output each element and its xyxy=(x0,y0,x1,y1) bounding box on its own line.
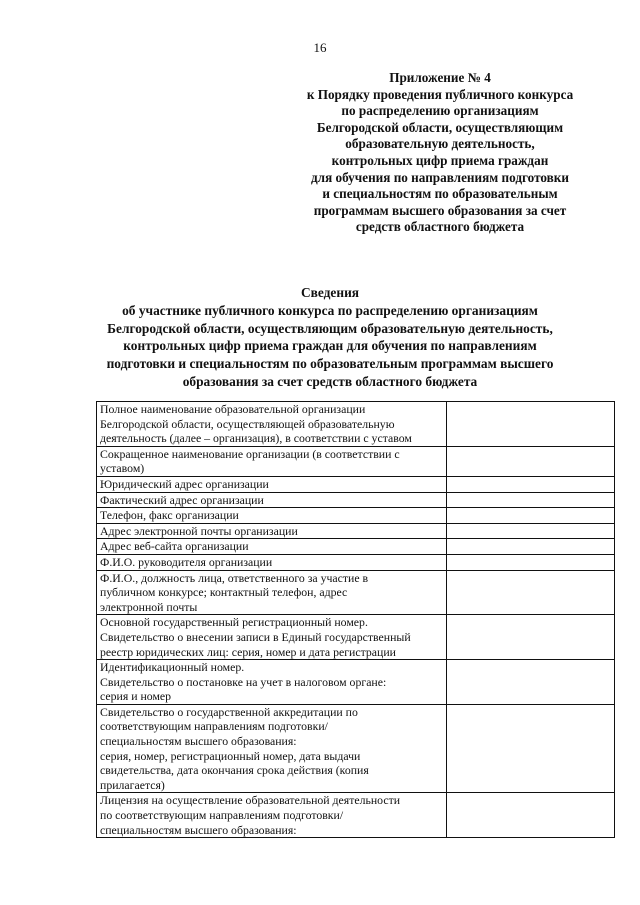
heading-line: контрольных цифр приема граждан для обучения по направлениям xyxy=(123,338,537,354)
field-value-cell xyxy=(447,539,615,555)
appendix-line: образовательную деятельность, xyxy=(345,136,535,152)
field-label-cell xyxy=(97,793,447,838)
heading-line: образования за счет средств областного бюджета xyxy=(182,373,478,389)
field-label-line: Свидетельство о внесении записи в Единый государственный xyxy=(100,629,411,644)
heading-line: об участнике публичного конкурса по распределению организациям xyxy=(122,302,538,318)
field-value-cell xyxy=(447,570,615,615)
appendix-header xyxy=(270,70,610,236)
field-label-line: Лицензия на осуществление образовательной деятельности xyxy=(100,793,401,808)
appendix-line: программам высшего образования за счет xyxy=(313,202,567,218)
table-row xyxy=(97,492,615,508)
field-label-line: Белгородской области, осуществляющей образовательную xyxy=(100,416,395,431)
field-label-line: деятельность (далее – организация), в соответствии с уставом xyxy=(100,431,412,446)
field-label-line: Идентификационный номер. xyxy=(100,660,245,675)
field-value-cell xyxy=(447,492,615,508)
field-value-cell xyxy=(447,793,615,838)
field-label-cell xyxy=(97,508,447,524)
heading-line: подготовки и специальностям по образовательным программам высшего xyxy=(106,356,554,372)
table-row xyxy=(97,660,615,705)
field-label-line: Адрес веб-сайта организации xyxy=(100,539,249,554)
table-row xyxy=(97,793,615,838)
field-label-line: Адрес электронной почты организации xyxy=(100,523,298,538)
table-row xyxy=(97,476,615,492)
field-label-line: специальностям высшего образования: xyxy=(100,734,297,749)
field-value-cell xyxy=(447,660,615,705)
table-row xyxy=(97,402,615,447)
field-label-line: электронной почты xyxy=(100,599,198,614)
appendix-line: Приложение № 4 xyxy=(389,70,491,85)
table-row xyxy=(97,615,615,660)
field-label-line: Ф.И.О. руководителя организации xyxy=(100,554,273,569)
heading-line: Белгородской области, осуществляющим образовательную деятельность, xyxy=(107,320,553,336)
field-value-cell xyxy=(447,476,615,492)
field-value-cell xyxy=(447,402,615,447)
field-label-cell xyxy=(97,570,447,615)
field-value-cell xyxy=(447,508,615,524)
field-label-line: Основной государственный регистрационный номер. xyxy=(100,615,368,630)
table-row xyxy=(97,523,615,539)
field-label-cell xyxy=(97,539,447,555)
field-label-cell xyxy=(97,446,447,476)
field-label-line: уставом) xyxy=(100,461,145,476)
field-label-cell xyxy=(97,492,447,508)
field-label-line: прилагается) xyxy=(100,777,165,792)
appendix-line: к Порядку проведения публичного конкурса xyxy=(306,86,574,102)
appendix-line: средств областного бюджета xyxy=(355,219,525,235)
document-heading xyxy=(40,284,620,391)
page-number: 16 xyxy=(313,40,327,55)
appendix-line: Белгородской области, осуществляющим xyxy=(316,119,564,135)
appendix-line: по распределению организациям xyxy=(341,103,539,119)
field-label-line: публичном конкурсе; контактный телефон, адрес xyxy=(100,585,348,600)
appendix-line: для обучения по направлениям подготовки xyxy=(311,169,569,185)
field-value-cell xyxy=(447,704,615,793)
field-value-cell xyxy=(447,554,615,570)
participant-info-table xyxy=(96,401,615,838)
table-row xyxy=(97,539,615,555)
field-label-line: свидетельства, дата окончания срока действия (копия xyxy=(100,763,369,778)
field-label-line: по соответствующим направлениям подготовки/ xyxy=(100,808,344,823)
appendix-line: контрольных цифр приема граждан xyxy=(331,152,549,168)
field-label-cell xyxy=(97,554,447,570)
table-row xyxy=(97,570,615,615)
field-label-cell xyxy=(97,402,447,447)
field-label-line: Юридический адрес организации xyxy=(100,476,269,491)
heading-line: Сведения xyxy=(300,285,360,300)
appendix-line: и специальностям по образовательным xyxy=(322,186,558,202)
field-label-line: Сокращенное наименование организации (в соответствии с xyxy=(100,446,400,461)
field-label-line: Свидетельство о государственной аккредитации по xyxy=(100,704,358,719)
field-value-cell xyxy=(447,446,615,476)
field-label-cell xyxy=(97,523,447,539)
field-label-line: специальностям высшего образования: xyxy=(100,822,297,837)
field-label-line: Телефон, факс организации xyxy=(100,508,239,523)
field-label-cell xyxy=(97,704,447,793)
field-label-cell xyxy=(97,660,447,705)
table-row xyxy=(97,554,615,570)
field-label-line: Свидетельство о постановке на учет в налоговом органе: xyxy=(100,674,387,689)
field-label-cell xyxy=(97,615,447,660)
field-label-line: Полное наименование образовательной организации xyxy=(100,402,366,416)
field-value-cell xyxy=(447,523,615,539)
field-label-line: Фактический адрес организации xyxy=(100,492,264,507)
field-label-line: соответствующим направлениям подготовки/ xyxy=(100,719,328,734)
field-label-cell xyxy=(97,476,447,492)
field-label-line: серия и номер xyxy=(100,689,172,704)
field-label-line: реестр юридических лиц: серия, номер и дата регистрации xyxy=(100,644,396,659)
table-row xyxy=(97,508,615,524)
table-row xyxy=(97,446,615,476)
table-row xyxy=(97,704,615,793)
field-label-line: серия, номер, регистрационный номер, дата выдачи xyxy=(100,748,361,763)
field-label-line: Ф.И.О., должность лица, ответственного за участие в xyxy=(100,570,369,585)
field-value-cell xyxy=(447,615,615,660)
